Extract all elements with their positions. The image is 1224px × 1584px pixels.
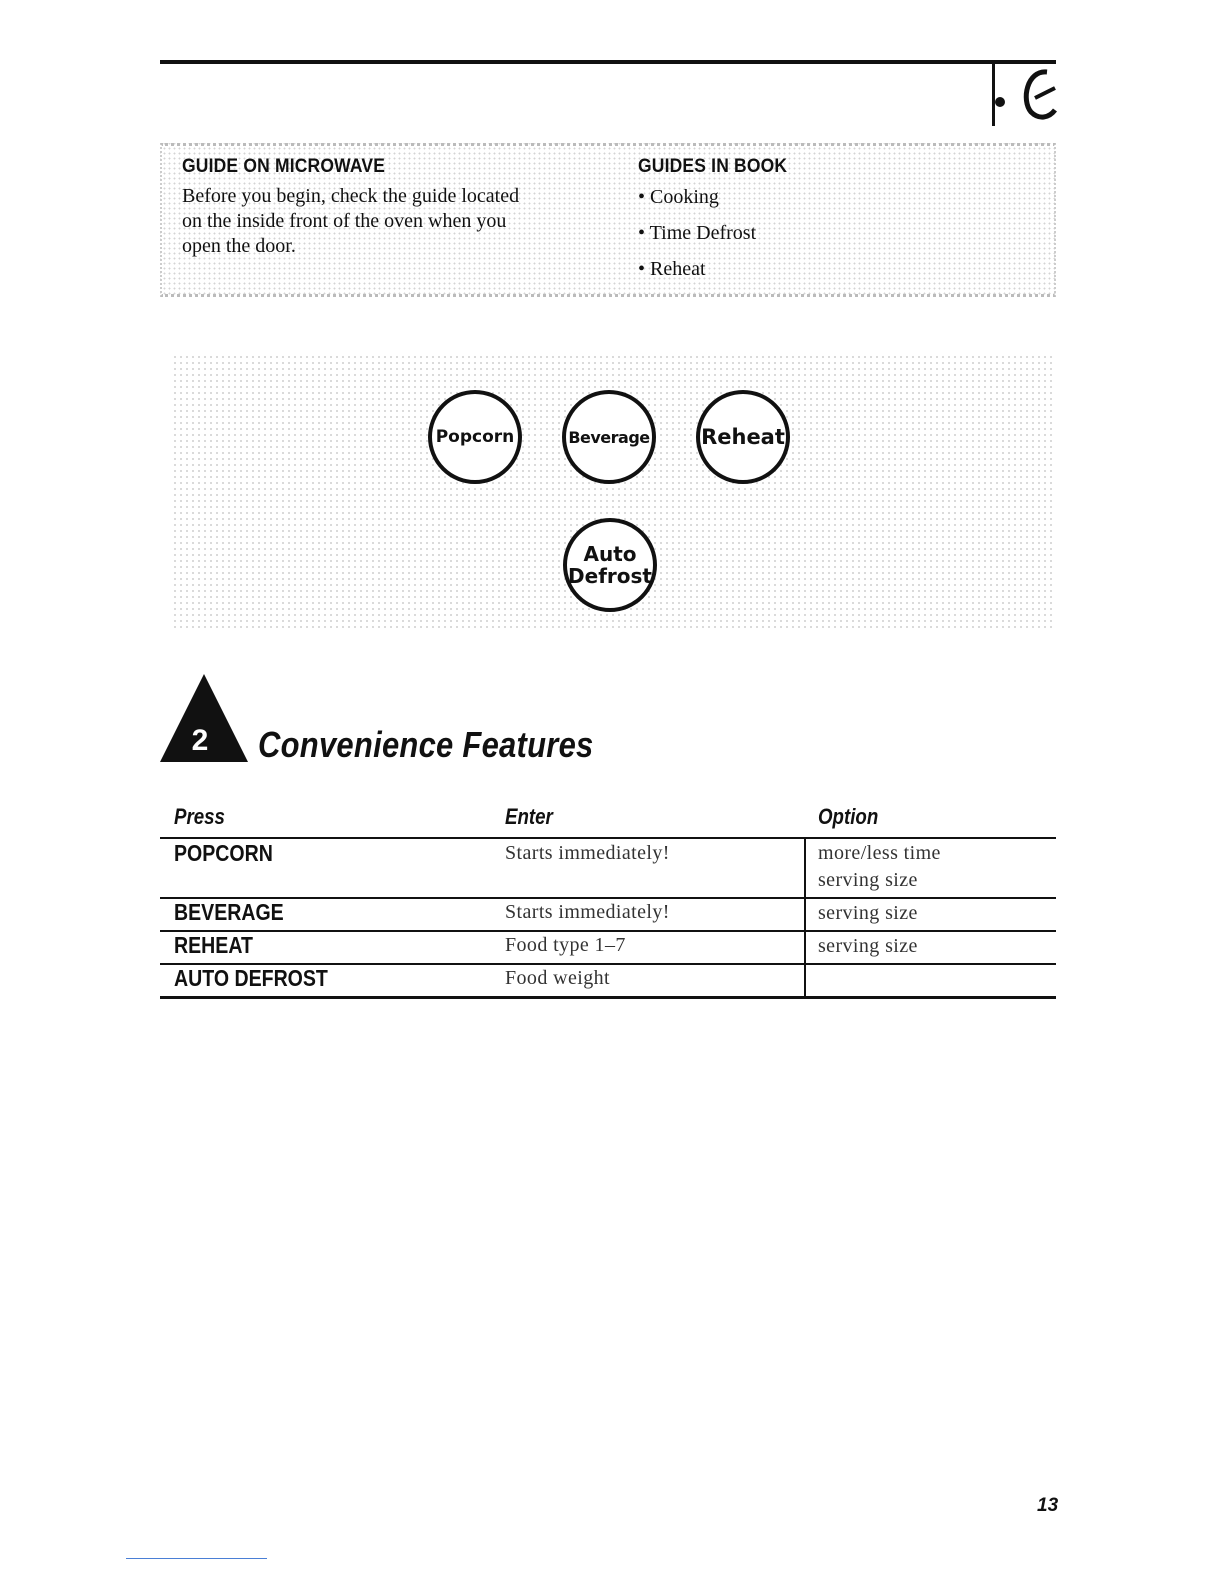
enter-cell: Starts immediately! — [505, 901, 670, 923]
header-option: Option — [818, 804, 879, 829]
table-rule — [160, 897, 1056, 899]
table-rule — [160, 837, 1056, 839]
section-title: Convenience Features — [258, 724, 594, 765]
utensil-icon — [995, 60, 1059, 126]
reheat-button[interactable]: Reheat — [696, 390, 790, 484]
guide-text-line: on the inside front of the oven when you — [182, 210, 507, 232]
section-tab — [992, 60, 1056, 126]
guide-microwave-text — [182, 184, 519, 259]
option-line: more/less time — [818, 842, 941, 864]
auto-defrost-line: Defrost — [568, 564, 652, 588]
option-line: serving size — [818, 869, 918, 891]
option-cell: serving size — [818, 935, 918, 957]
press-cell: REHEAT — [174, 932, 253, 958]
table-rule — [160, 930, 1056, 932]
enter-cell: Food type 1–7 — [505, 934, 626, 956]
guide-box — [160, 143, 1056, 297]
beverage-button[interactable]: Beverage — [562, 390, 656, 484]
guide-microwave-heading: GUIDE ON MICROWAVE — [182, 156, 386, 177]
guide-text-line: open the door. — [182, 235, 296, 257]
guide-book-item: • Cooking — [638, 186, 719, 208]
section-triangle-icon — [160, 674, 256, 764]
link-underline[interactable] — [126, 1558, 267, 1559]
header-press: Press — [174, 804, 225, 829]
page-number: 13 — [1037, 1495, 1059, 1516]
option-cell — [818, 840, 941, 894]
guide-book-heading: GUIDES IN BOOK — [638, 156, 788, 177]
press-cell: AUTO DEFROST — [174, 965, 328, 991]
keypad-panel — [172, 354, 1056, 632]
press-cell: POPCORN — [174, 840, 273, 866]
table-divider — [804, 837, 806, 998]
auto-defrost-button[interactable] — [563, 518, 657, 612]
enter-cell: Food weight — [505, 967, 610, 989]
header-enter: Enter — [505, 804, 553, 829]
top-rule — [160, 60, 1056, 64]
guide-book-item: • Time Defrost — [638, 222, 757, 244]
press-cell: BEVERAGE — [174, 899, 284, 925]
guide-text-line: Before you begin, check the guide located — [182, 185, 520, 207]
table-rule — [160, 996, 1056, 999]
auto-defrost-line: Auto — [583, 542, 637, 566]
section-number: 2 — [191, 724, 209, 757]
guide-book-item: • Reheat — [638, 258, 706, 280]
popcorn-button[interactable]: Popcorn — [428, 390, 522, 484]
enter-cell: Starts immediately! — [505, 842, 670, 864]
option-cell: serving size — [818, 902, 918, 924]
